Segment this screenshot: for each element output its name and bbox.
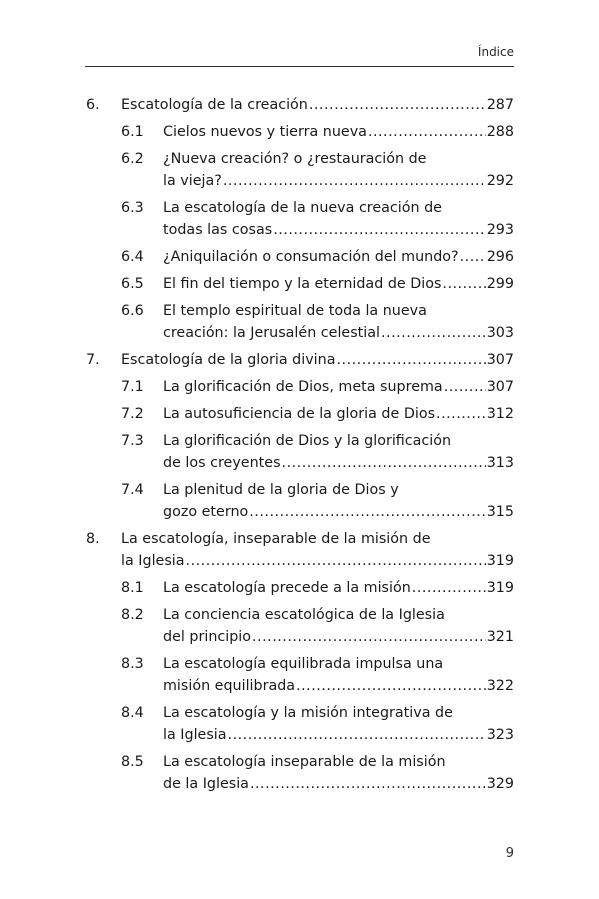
toc-entry-title — [163, 246, 514, 268]
toc-entry-number: 8.1 — [121, 580, 144, 596]
toc-entry-number: 6.2 — [121, 151, 144, 167]
toc-entry-number: 6.6 — [121, 303, 144, 319]
toc-entry-title — [163, 376, 514, 398]
toc-entry-title-line: La glorificación de Dios, meta suprema — [163, 379, 443, 395]
toc-entry-number: 7. — [86, 352, 100, 368]
dot-leader — [442, 273, 485, 295]
dot-leader — [381, 322, 486, 344]
toc-entry-number: 6. — [86, 97, 100, 113]
toc-entry-title-line: La escatología equilibrada impulsa una — [163, 656, 444, 672]
toc-entry-title — [163, 430, 514, 474]
toc-entry-title-line: ¿Aniquilación o consumación del mundo? — [163, 249, 459, 265]
toc-entry-title-line: La plenitud de la gloria de Dios y — [163, 482, 399, 498]
dot-leader — [186, 550, 486, 572]
dot-leader — [296, 675, 486, 697]
toc-entry-title-line: La escatología y la misión integrativa de — [163, 705, 453, 721]
toc-entry-page: 319 — [486, 580, 514, 596]
toc-entry-7-4[interactable] — [0, 479, 599, 523]
toc-entry-page: 307 — [486, 379, 514, 395]
toc-entry-page: 287 — [486, 97, 514, 113]
toc-entry-8-5[interactable] — [0, 751, 599, 795]
toc-entry-6-4[interactable] — [0, 246, 599, 268]
toc-entry-number: 6.1 — [121, 124, 144, 140]
header-rule — [85, 66, 514, 67]
toc-entry-title — [163, 653, 514, 697]
dot-leader — [436, 403, 486, 425]
toc-entry-title — [163, 604, 514, 648]
toc-entry-7-1[interactable] — [0, 376, 599, 398]
toc-entry-page: 288 — [486, 124, 514, 140]
toc-entry-title-line: La conciencia escatológica de la Iglesia — [163, 607, 445, 623]
toc-entry-title-line: creación: la Jerusalén celestial — [163, 325, 380, 341]
toc-entry-title-line: de los creyentes — [163, 455, 281, 471]
toc-entry-title-line: Escatología de la gloria divina — [121, 352, 336, 368]
dot-leader — [412, 577, 486, 599]
toc-entry-number: 8. — [86, 531, 100, 547]
toc-entry-page: 315 — [486, 504, 514, 520]
toc-entry-title — [163, 273, 514, 295]
toc-entry-6-5[interactable] — [0, 273, 599, 295]
dot-leader — [252, 626, 486, 648]
toc-entry-number: 6.3 — [121, 200, 144, 216]
toc-entry-number: 6.4 — [121, 249, 144, 265]
toc-entry-title — [163, 197, 514, 241]
toc-entry-page: 299 — [486, 276, 514, 292]
toc-entry-title-line: misión equilibrada — [163, 678, 296, 694]
toc-entry-title — [163, 702, 514, 746]
toc-entry-title-line: Cielos nuevos y tierra nueva — [163, 124, 367, 140]
page-number: 9 — [505, 846, 514, 861]
toc-entry-title-line: La escatología, inseparable de la misión de — [121, 531, 431, 547]
toc-entry-title — [163, 751, 514, 795]
toc-entry-title — [121, 349, 514, 371]
toc-entry-number: 8.3 — [121, 656, 144, 672]
toc-entry-number: 7.3 — [121, 433, 144, 449]
toc-entry-6-1[interactable] — [0, 121, 599, 143]
toc-entry-title-line: La escatología precede a la misión — [163, 580, 411, 596]
toc-entry-title-line: Escatología de la creación — [121, 97, 308, 113]
toc-entry-title-line: del principio — [163, 629, 252, 645]
toc-entry-page: 323 — [486, 727, 514, 743]
toc-entry-title-line: La escatología inseparable de la misión — [163, 754, 446, 770]
toc-entry-title-line: El templo espiritual de toda la nueva — [163, 303, 427, 319]
toc-entry-number: 6.5 — [121, 276, 144, 292]
toc-entry-title — [163, 121, 514, 143]
dot-leader — [368, 121, 486, 143]
dot-leader — [223, 170, 486, 192]
toc-entry-6-2[interactable] — [0, 148, 599, 192]
toc-entry-title-line: todas las cosas — [163, 222, 273, 238]
toc-entry-title — [163, 403, 514, 425]
dot-leader — [250, 773, 486, 795]
toc-entry-page: 312 — [486, 406, 514, 422]
toc-entry-page: 313 — [486, 455, 514, 471]
toc-entry-title-line: la Iglesia — [163, 727, 227, 743]
toc-entry-title-line: ¿Nueva creación? o ¿restauración de — [163, 151, 427, 167]
toc-entry-title — [163, 479, 514, 523]
toc-entry-number: 7.4 — [121, 482, 144, 498]
toc-entry-title — [121, 528, 514, 572]
dot-leader — [249, 501, 485, 523]
toc-entry-page: 329 — [486, 776, 514, 792]
dot-leader — [282, 452, 486, 474]
dot-leader — [228, 724, 486, 746]
toc-entry-8-4[interactable] — [0, 702, 599, 746]
toc-entry-page: 307 — [486, 352, 514, 368]
dot-leader — [336, 349, 485, 371]
dot-leader — [309, 94, 486, 116]
toc-entry-page: 292 — [486, 173, 514, 189]
toc-entry-page: 293 — [486, 222, 514, 238]
dot-leader — [460, 246, 486, 268]
toc-entry-page: 322 — [486, 678, 514, 694]
toc-entry-page: 296 — [486, 249, 514, 265]
dot-leader — [444, 376, 486, 398]
toc-entry-title-line: de la Iglesia — [163, 776, 249, 792]
toc-entry-number: 8.2 — [121, 607, 144, 623]
toc-entry-title-line: la Iglesia — [121, 553, 185, 569]
table-of-contents — [0, 94, 599, 800]
toc-entry-title-line: gozo eterno — [163, 504, 249, 520]
toc-entry-page: 319 — [486, 553, 514, 569]
toc-entry-6-6[interactable] — [0, 300, 599, 344]
toc-entry-6[interactable] — [0, 94, 599, 116]
toc-entry-page: 303 — [486, 325, 514, 341]
toc-entry-title — [121, 94, 514, 116]
toc-entry-8-1[interactable] — [0, 577, 599, 599]
toc-entry-7-2[interactable] — [0, 403, 599, 425]
toc-entry-title-line: La escatología de la nueva creación de — [163, 200, 442, 216]
toc-entry-6-3[interactable] — [0, 197, 599, 241]
toc-entry-number: 7.1 — [121, 379, 144, 395]
toc-entry-title-line: La glorificación de Dios y la glorificación — [163, 433, 452, 449]
toc-entry-number: 7.2 — [121, 406, 144, 422]
running-header: Índice — [477, 45, 514, 59]
toc-entry-8-3[interactable] — [0, 653, 599, 697]
toc-entry-number: 8.5 — [121, 754, 144, 770]
toc-entry-number: 8.4 — [121, 705, 144, 721]
toc-entry-7[interactable] — [0, 349, 599, 371]
dot-leader — [273, 219, 486, 241]
toc-entry-title-line: la vieja? — [163, 173, 222, 189]
toc-entry-8[interactable] — [0, 528, 599, 572]
toc-entry-title-line: El fin del tiempo y la eternidad de Dios — [163, 276, 442, 292]
toc-entry-8-2[interactable] — [0, 604, 599, 648]
toc-entry-title — [163, 300, 514, 344]
toc-entry-7-3[interactable] — [0, 430, 599, 474]
toc-entry-title-line: La autosuficiencia de la gloria de Dios — [163, 406, 436, 422]
toc-entry-title — [163, 577, 514, 599]
toc-entry-title — [163, 148, 514, 192]
toc-entry-page: 321 — [486, 629, 514, 645]
